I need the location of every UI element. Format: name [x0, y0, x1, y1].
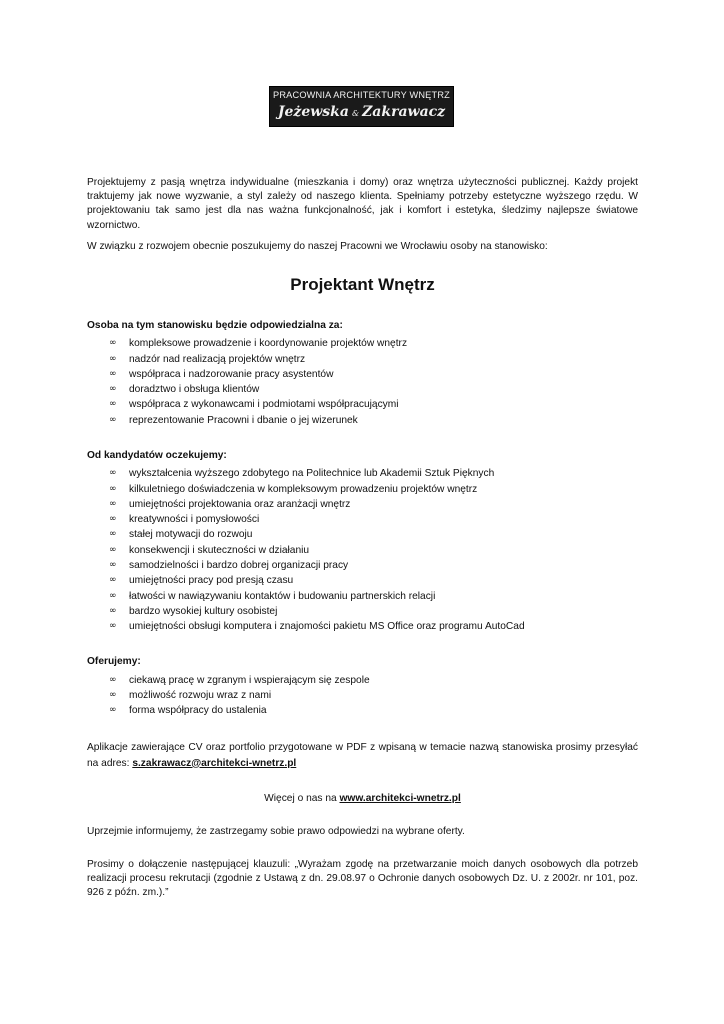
list-item	[87, 336, 638, 351]
infinity-bullet-icon: ∞	[109, 621, 117, 632]
infinity-bullet-icon: ∞	[109, 414, 117, 425]
infinity-bullet-icon: ∞	[109, 674, 117, 685]
requirements-list	[87, 466, 638, 634]
list-item	[87, 558, 638, 573]
list-item	[87, 482, 638, 497]
list-item	[87, 673, 638, 688]
list-item-text: kompleksowe prowadzenie i koordynowanie projektów wnętrz	[129, 338, 408, 350]
infinity-bullet-icon: ∞	[109, 575, 117, 586]
list-item	[87, 367, 638, 382]
infinity-bullet-icon: ∞	[109, 399, 117, 410]
list-item-text: stałej motywacji do rozwoju	[129, 529, 253, 541]
infinity-bullet-icon: ∞	[109, 384, 117, 395]
logo-owner-names	[270, 104, 453, 120]
infinity-bullet-icon: ∞	[109, 483, 117, 494]
infinity-bullet-icon: ∞	[109, 353, 117, 364]
intro-paragraph: Projektujemy z pasją wnętrza indywidualne (mieszkania i domy) oraz wnętrza użyteczności publicznej. Każdy projekt traktujemy jak nowe wyzwanie, a styl zależy od naszego klienta. Spełniamy potrzeby estetyczne wyższego rzędu. W projektowaniu tak samo jest dla nas ważna funkcjonalność, jak i komfort i estetyka, śledzimy najlepsze światowe wzornictwo.	[87, 177, 638, 231]
requirements-heading: Od kandydatów oczekujemy:	[87, 450, 227, 461]
list-item	[87, 589, 638, 604]
list-item	[87, 382, 638, 397]
more-info-prefix: Więcej o nas na	[264, 792, 340, 804]
offer-heading: Oferujemy:	[87, 656, 141, 668]
list-item-text: nadzór nad realizacją projektów wnętrz	[129, 353, 306, 365]
list-item-text: konsekwencji i skuteczności w działaniu	[129, 544, 310, 556]
list-item-text: współpraca i nadzorowanie pracy asystentów	[129, 368, 334, 380]
list-item-text: samodzielności i bardzo dobrej organizacji pracy	[129, 559, 349, 571]
logo-name-1: Jeżewska	[277, 104, 349, 120]
list-item-text: bardzo wysokiej kultury osobistej	[129, 605, 278, 617]
list-item	[87, 543, 638, 558]
list-item	[87, 688, 638, 703]
list-item-text: wykształcenia wyższego zdobytego na Politechnice lub Akademii Sztuk Pięknych	[129, 468, 495, 480]
list-item-text: doradztwo i obsługa klientów	[129, 384, 260, 396]
list-item-text: reprezentowanie Pracowni i dbanie o jej wizerunek	[129, 414, 358, 426]
list-item	[87, 397, 638, 412]
list-item	[87, 527, 638, 542]
infinity-bullet-icon: ∞	[109, 689, 117, 700]
gdpr-clause: Prosimy o dołączenie następującej klauzuli: „Wyrażam zgodę na przetwarzanie moich danych osobowych dla potrzeb realizacji procesu rekrutacji (zgodnie z Ustawą z dn. 29.08.97 o Ochronie danych osobowych Dz. U. z 2002r. nr 101, poz. 926 z późn. zm.).”	[87, 858, 638, 899]
infinity-bullet-icon: ∞	[109, 705, 117, 716]
list-item-text: kilkuletniego doświadczenia w kompleksowym prowadzeniu projektów wnętrz	[129, 483, 478, 495]
infinity-bullet-icon: ∞	[109, 338, 117, 349]
job-title: Projektant Wnętrz	[290, 275, 435, 295]
company-logo	[269, 86, 454, 127]
list-item-text: możliwość rozwoju wraz z nami	[129, 689, 272, 701]
application-address-prefix: przesyłać na adres:	[87, 741, 638, 769]
responsibilities-heading: Osoba na tym stanowisku będzie odpowiedzialna za:	[87, 320, 343, 332]
list-item	[87, 619, 638, 634]
infinity-bullet-icon: ∞	[109, 590, 117, 601]
list-item	[87, 604, 638, 619]
logo-ampersand: &	[351, 109, 360, 118]
list-item-text: kreatywności i pomysłowości	[129, 514, 260, 526]
list-item	[87, 573, 638, 588]
list-item	[87, 413, 638, 428]
website-link[interactable]: www.architekci-wnetrz.pl	[339, 792, 461, 804]
application-text: Aplikacje zawierające CV oraz portfolio przygotowane w PDF z wpisaną w temacie nazwą stanowiska prosimy	[87, 741, 592, 753]
infinity-bullet-icon: ∞	[109, 498, 117, 509]
list-item-text: umiejętności pracy pod presją czasu	[129, 575, 294, 587]
recruiting-sentence: W związku z rozwojem obecnie poszukujemy do naszej Pracowni we Wrocławiu osoby na stanowisko:	[87, 240, 548, 252]
list-item-text: umiejętności projektowania oraz aranżacji wnętrz	[129, 498, 351, 510]
list-item	[87, 703, 638, 718]
infinity-bullet-icon: ∞	[109, 605, 117, 616]
list-item-text: współpraca z wykonawcami i podmiotami współpracującymi	[129, 399, 399, 411]
document-body	[87, 176, 638, 901]
infinity-bullet-icon: ∞	[109, 559, 117, 570]
application-instructions	[87, 740, 638, 772]
list-item-text: forma współpracy do ustalenia	[129, 705, 267, 717]
application-email-link[interactable]: s.zakrawacz@architekci-wnetrz.pl	[132, 757, 297, 769]
responsibilities-list	[87, 336, 638, 428]
list-item	[87, 352, 638, 367]
infinity-bullet-icon: ∞	[109, 468, 117, 479]
more-info-line	[87, 792, 638, 806]
offer-list	[87, 673, 638, 719]
list-item	[87, 497, 638, 512]
response-notice: Uprzejmie informujemy, że zastrzegamy sobie prawo odpowiedzi na wybrane oferty.	[87, 825, 465, 837]
infinity-bullet-icon: ∞	[109, 514, 117, 525]
infinity-bullet-icon: ∞	[109, 368, 117, 379]
list-item	[87, 466, 638, 481]
logo-name-2: Zakrawacz	[362, 104, 446, 120]
logo-studio-name: PRACOWNIA ARCHITEKTURY WNĘTRZ	[273, 90, 450, 100]
infinity-bullet-icon: ∞	[109, 544, 117, 555]
list-item-text: ciekawą pracę w zgranym i wspierającym się zespole	[129, 674, 370, 686]
list-item-text: umiejętności obsługi komputera i znajomości pakietu MS Office oraz programu AutoCad	[129, 621, 525, 633]
infinity-bullet-icon: ∞	[109, 529, 117, 540]
list-item	[87, 512, 638, 527]
list-item-text: łatwości w nawiązywaniu kontaktów i budowaniu partnerskich relacji	[129, 590, 436, 602]
